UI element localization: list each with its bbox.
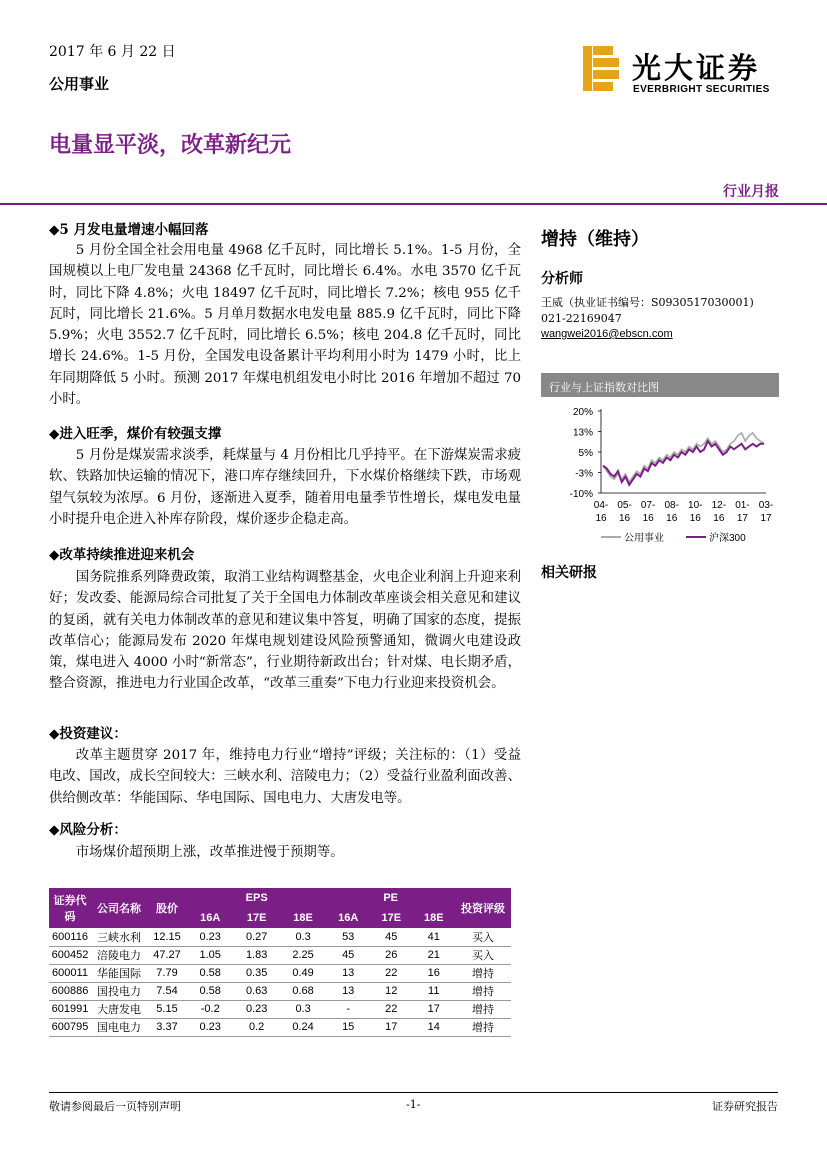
table-cell: 华能国际 (91, 964, 147, 982)
table-row (49, 964, 511, 982)
footer-disclaimer: 敬请参阅最后一页特别声明 (49, 1100, 181, 1113)
analyst-name: 王威（执业证书编号：S0930517030001) (541, 296, 754, 309)
table-cell: 22 (370, 1000, 412, 1018)
table-cell: 600116 (49, 928, 91, 946)
table-row (49, 928, 511, 946)
table-cell: - (326, 1000, 370, 1018)
table-cell: 600795 (49, 1018, 91, 1036)
table-cell: 15 (326, 1018, 370, 1036)
x-tick-label: 16 (619, 513, 631, 524)
y-tick-label: 13% (572, 427, 593, 439)
th-company: 公司名称 (91, 888, 147, 928)
company-logo-icon (583, 46, 625, 96)
table-row (49, 982, 511, 1000)
table-cell: 三峡水利 (91, 928, 147, 946)
table-cell: 26 (370, 946, 412, 964)
x-tick-label: 03- (758, 500, 774, 511)
section-paragraph-2: 5 月份是煤炭需求淡季，耗煤量与 4 月份相比几乎持平。在下游煤炭需求疲软、铁路加快运输的情况下，港口库存继续回升，下水煤价格继续下跌，市场观望气氛较为浓厚。6 月份，逐渐进入夏季，随着用电量季节性增长，煤电发电量小时提升电企进入补库存阶段，煤价逐步企稳走高。 (49, 448, 521, 527)
table-cell: 大唐发电 (91, 1000, 147, 1018)
table-cell: 0.58 (187, 982, 233, 1000)
x-tick-label: 16 (595, 513, 607, 524)
table-cell: 买入 (455, 946, 511, 964)
th-eps: EPS (187, 888, 326, 908)
footer-divider (49, 1092, 778, 1093)
table-cell: -0.2 (187, 1000, 233, 1018)
legend-label: 公用事业 (624, 533, 664, 544)
report-title: 电量显平淡，改革新纪元 (49, 132, 292, 157)
table-cell: 增持 (455, 982, 511, 1000)
x-tick-label: 07- (640, 500, 656, 511)
legend-label: 沪深300 (709, 533, 746, 544)
series-line-2 (603, 441, 764, 485)
table-cell: 53 (326, 928, 370, 946)
table-cell: 0.27 (233, 928, 279, 946)
table-cell: 12.15 (147, 928, 187, 946)
section-paragraph-4: 改革主题贯穿 2017 年，维持电力行业“增持”评级；关注标的：（1）受益电改、国改，成长空间较大：三峡水利、涪陵电力；（2）受益行业盈利面改善、供给侧改革：华能国际、华电国际、国电电力、大唐发电等。 (49, 748, 521, 806)
table-cell: 0.23 (233, 1000, 279, 1018)
logo-name-en: EVERBRIGHT SECURITIES (633, 84, 770, 95)
table-cell: 601991 (49, 1000, 91, 1018)
table-cell: 17 (413, 1000, 455, 1018)
table-cell: 3.37 (147, 1018, 187, 1036)
table-cell: 增持 (455, 1000, 511, 1018)
table-cell: 涪陵电力 (91, 946, 147, 964)
th-pe-17e: 17E (370, 908, 412, 928)
table-cell: 600011 (49, 964, 91, 982)
table-cell: 600452 (49, 946, 91, 964)
table-cell: 14 (413, 1018, 455, 1036)
section-heading-4: ◆投资建议： (49, 726, 127, 742)
table-cell: 增持 (455, 1018, 511, 1036)
table-cell: 16 (413, 964, 455, 982)
table-cell: 17 (370, 1018, 412, 1036)
table-cell: 0.3 (280, 1000, 326, 1018)
table-cell: 0.63 (233, 982, 279, 1000)
y-tick-label: -10% (569, 489, 593, 500)
table-cell: 7.54 (147, 982, 187, 1000)
table-cell: 0.68 (280, 982, 326, 1000)
table-row (49, 946, 511, 964)
table-cell: 12 (370, 982, 412, 1000)
th-eps-16a: 16A (187, 908, 233, 928)
table-cell: 0.2 (233, 1018, 279, 1036)
table-cell: 7.79 (147, 964, 187, 982)
chart-heading: 行业与上证指数对比图 (541, 373, 779, 397)
x-tick-label: 16 (713, 513, 725, 524)
th-price: 股价 (147, 888, 187, 928)
y-tick-label: 20% (572, 407, 593, 418)
x-tick-label: 16 (689, 513, 701, 524)
table-cell: 1.83 (233, 946, 279, 964)
th-eps-18e: 18E (280, 908, 326, 928)
x-tick-label: 12- (711, 500, 727, 511)
table-cell: 买入 (455, 928, 511, 946)
table-cell: 增持 (455, 964, 511, 982)
section-paragraph-1: 5 月份全国全社会用电量 4968 亿千瓦时，同比增长 5.1%。1-5 月份，全国规模以上电厂发电量 24368 亿千瓦时，同比增长 6.4%。水电 3570 亿千瓦时，同比下降 4.8%；火电 18497 亿千瓦时，同比增长 7.2%；核电 955 亿千瓦时，同比增长 21.6%。5 月单月数据水电发电量 885.9 亿千瓦时，同比下降 5.9%；火电 3552.7 亿千瓦时，同比增长 6.5%；核电 204.8 亿千瓦时，同比增长 24.6%。1-5 月份，全国发电设备累计平均利用小时为 1479 小时，比上年同期降低 5 小时。预测 2017 年煤电机组发电小时比 2016 年增加不超过 70 小时。 (49, 243, 521, 408)
table-cell: 41 (413, 928, 455, 946)
table-cell: 0.58 (187, 964, 233, 982)
section-heading-2: ◆进入旺季，煤价有较强支撑 (49, 426, 222, 442)
table-cell: 0.3 (280, 928, 326, 946)
table-cell: 国投电力 (91, 982, 147, 1000)
comparison-chart (541, 401, 779, 551)
table-cell: 11 (413, 982, 455, 1000)
related-research-heading: 相关研报 (541, 564, 597, 580)
footer-report-label: 证券研究报告 (712, 1100, 778, 1113)
table-cell: 国电电力 (91, 1018, 147, 1036)
x-tick-label: 16 (642, 513, 654, 524)
table-cell: 0.49 (280, 964, 326, 982)
x-tick-label: 05- (617, 500, 632, 511)
x-tick-label: 01- (735, 500, 750, 511)
table-cell: 2.25 (280, 946, 326, 964)
x-tick-label: 04- (593, 500, 609, 511)
report-type: 行业月报 (723, 183, 779, 199)
table-cell: 0.23 (187, 1018, 233, 1036)
section-heading-5: ◆风险分析： (49, 822, 127, 838)
x-tick-label: 17 (760, 513, 772, 524)
table-cell: 0.35 (233, 964, 279, 982)
table-cell: 13 (326, 964, 370, 982)
section-paragraph-3: 国务院推系列降费政策，取消工业结构调整基金，火电企业利润上升迎来利好；发改委、能源局综合司批复了关于全国电力体制改革座谈会相关意见和建议的复函，就有关电力体制改革的意见和建议集中答复，明确了国家的态度，提振改革信心；能源局发布 2020 年煤电规划建设风险预警通知，微调火电建设政策，煤电进入 4000 小时“新常态”，行业期待新政出台；针对煤、电长期矛盾，整合资源，推进电力行业国企改革，“改革三重奏”下电力行业迎来投资机会。 (49, 570, 521, 692)
analyst-phone: 021-22169047 (541, 312, 622, 325)
table-cell: 1.05 (187, 946, 233, 964)
series-line-1 (603, 433, 764, 482)
x-tick-label: 10- (688, 500, 703, 511)
analyst-heading: 分析师 (541, 270, 583, 286)
analyst-email-link[interactable]: wangwei2016@ebscn.com (541, 328, 673, 340)
y-tick-label: 5% (578, 448, 593, 459)
x-tick-label: 17 (736, 513, 748, 524)
table-cell: 600886 (49, 982, 91, 1000)
x-tick-label: 08- (664, 500, 679, 511)
x-tick-label: 16 (666, 513, 678, 524)
table-cell: 21 (413, 946, 455, 964)
th-rating: 投资评级 (455, 888, 511, 928)
table-cell: 47.27 (147, 946, 187, 964)
table-cell: 0.23 (187, 928, 233, 946)
section-heading-1: ◆5 月发电量增速小幅回落 (49, 222, 209, 238)
th-pe-18e: 18E (413, 908, 455, 928)
table-cell: 13 (326, 982, 370, 1000)
section-paragraph-5: 市场煤价超预期上涨，改革推进慢于预期等。 (75, 845, 344, 860)
table-row (49, 1018, 511, 1036)
th-code: 证券代码 (49, 888, 91, 928)
table-row (49, 1000, 511, 1018)
sector-label: 公用事业 (49, 76, 110, 93)
logo-name-cn: 光大证券 (632, 51, 761, 85)
section-heading-3: ◆改革持续推进迎来机会 (49, 547, 195, 563)
industry-rating: 增持（维持） (541, 229, 649, 249)
y-tick-label: -3% (575, 468, 593, 480)
table-cell: 0.24 (280, 1018, 326, 1036)
table-cell: 22 (370, 964, 412, 982)
report-date: 2017 年 6 月 22 日 (49, 44, 176, 60)
table-cell: 45 (370, 928, 412, 946)
table-cell: 5.15 (147, 1000, 187, 1018)
th-pe: PE (326, 888, 455, 908)
table-cell: 45 (326, 946, 370, 964)
header-divider (0, 203, 827, 205)
stock-table (49, 888, 511, 1037)
th-pe-16a: 16A (326, 908, 370, 928)
th-eps-17e: 17E (233, 908, 279, 928)
page-number: -1- (406, 1098, 421, 1111)
